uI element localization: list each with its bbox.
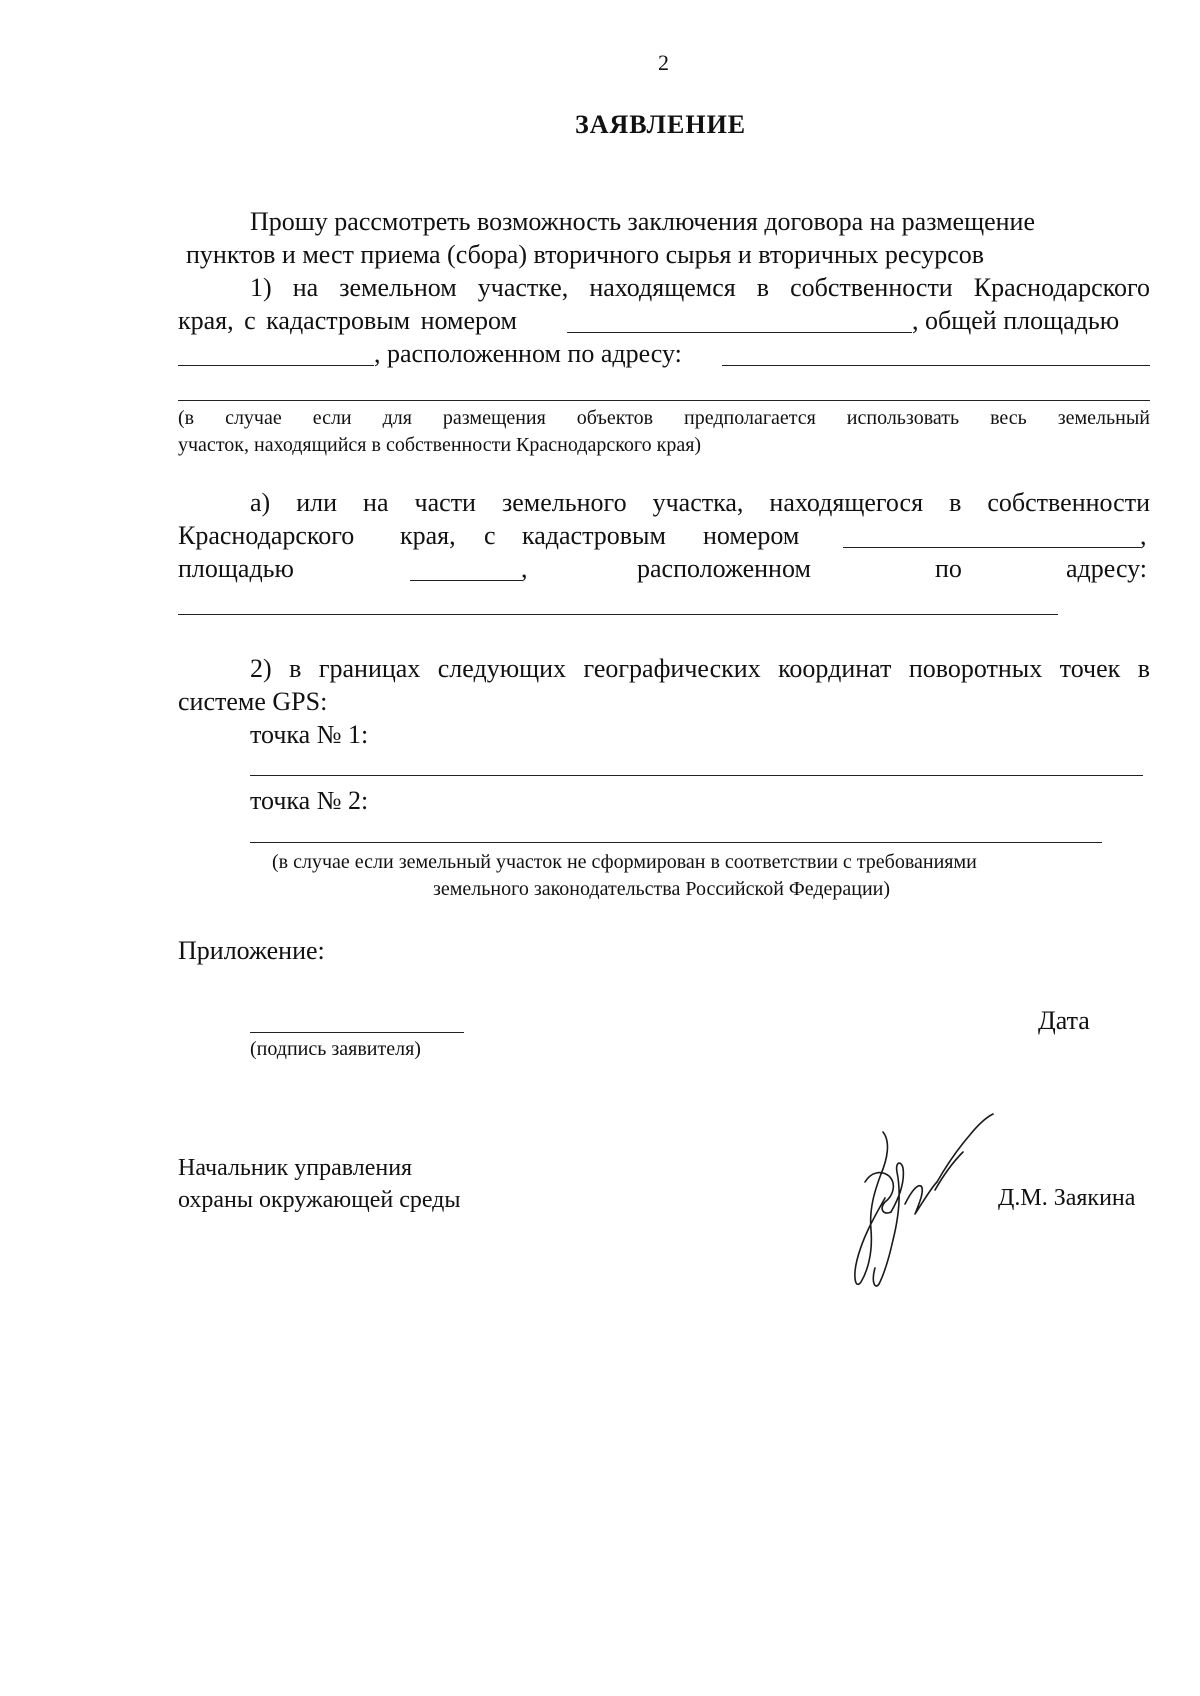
item-a-word-2: края, (400, 521, 456, 550)
official-name: Д.М. Заякина (998, 1185, 1136, 1211)
item1-address-label: , расположенном по адресу: (374, 339, 682, 368)
official-position-line-2: охраны окружающей среды (178, 1187, 461, 1213)
item-a-word-3: с (484, 521, 496, 550)
item1-cadastral-label: края, с кадастровым номером (178, 306, 518, 335)
point-2-label: точка № 2: (250, 786, 369, 815)
item2-note-line-2: земельного законодательства Российской Федерации) (433, 878, 891, 900)
point-1-label: точка № 1: (250, 720, 369, 749)
address-field-continuation[interactable] (178, 400, 1150, 401)
part-address-field[interactable] (178, 614, 1058, 615)
document-title: ЗАЯВЛЕНИЕ (575, 110, 747, 139)
item2-line-2: системе GPS: (178, 687, 328, 716)
attachment-label: Приложение: (178, 936, 325, 965)
page-number: 2 (658, 50, 669, 75)
item-a-comma-2: , (521, 554, 528, 583)
point-2-field[interactable] (250, 842, 1102, 843)
item-a-located-label: расположенном (637, 554, 811, 583)
intro-line-1: Прошу рассмотреть возможность заключения договора на размещение (250, 207, 1036, 236)
item-a-word-1: Краснодарского (178, 521, 355, 550)
item1-line-1: 1) на земельном участке, находящемся в собственности Краснодарского (250, 273, 1150, 302)
item1-note-line-2: участок, находящийся в собственности Краснодарского края) (178, 434, 702, 456)
item1-note-line-1: (в случае если для размещения объектов предполагается использовать весь земельный (178, 407, 1150, 429)
item-a-area-label: площадью (178, 554, 294, 583)
applicant-signature-field[interactable] (250, 1032, 464, 1033)
point-1-field[interactable] (250, 775, 1143, 776)
handwritten-signature (845, 1112, 1005, 1292)
item2-line-1: 2) в границах следующих географических координат поворотных точек в (250, 654, 1150, 683)
intro-line-2: пунктов и мест приема (сбора) вторичного сырья и вторичных ресурсов (186, 240, 985, 269)
applicant-signature-caption: (подпись заявителя) (250, 1038, 421, 1060)
official-position-line-1: Начальник управления (178, 1155, 413, 1181)
item-a-word-5: номером (703, 521, 800, 550)
date-label: Дата (1038, 1006, 1090, 1035)
item2-note-line-1: (в случае если земельный участок не сформирован в соответствии с требованиями (272, 851, 977, 873)
address-field[interactable] (722, 365, 1150, 366)
item-a-word-4: кадастровым (522, 521, 666, 550)
item-a-comma-1: , (1140, 521, 1147, 550)
part-area-field[interactable] (410, 580, 522, 581)
cadastral-number-field[interactable] (567, 332, 912, 333)
item1-area-label: , общей площадью (912, 306, 1120, 335)
item-a-address-label: адресу: (1066, 554, 1148, 583)
item-a-line-1: а) или на части земельного участка, находящегося в собственности (250, 488, 1150, 517)
part-cadastral-number-field[interactable] (843, 547, 1141, 548)
area-field[interactable] (178, 365, 374, 366)
item-a-by-label: по (935, 554, 962, 583)
